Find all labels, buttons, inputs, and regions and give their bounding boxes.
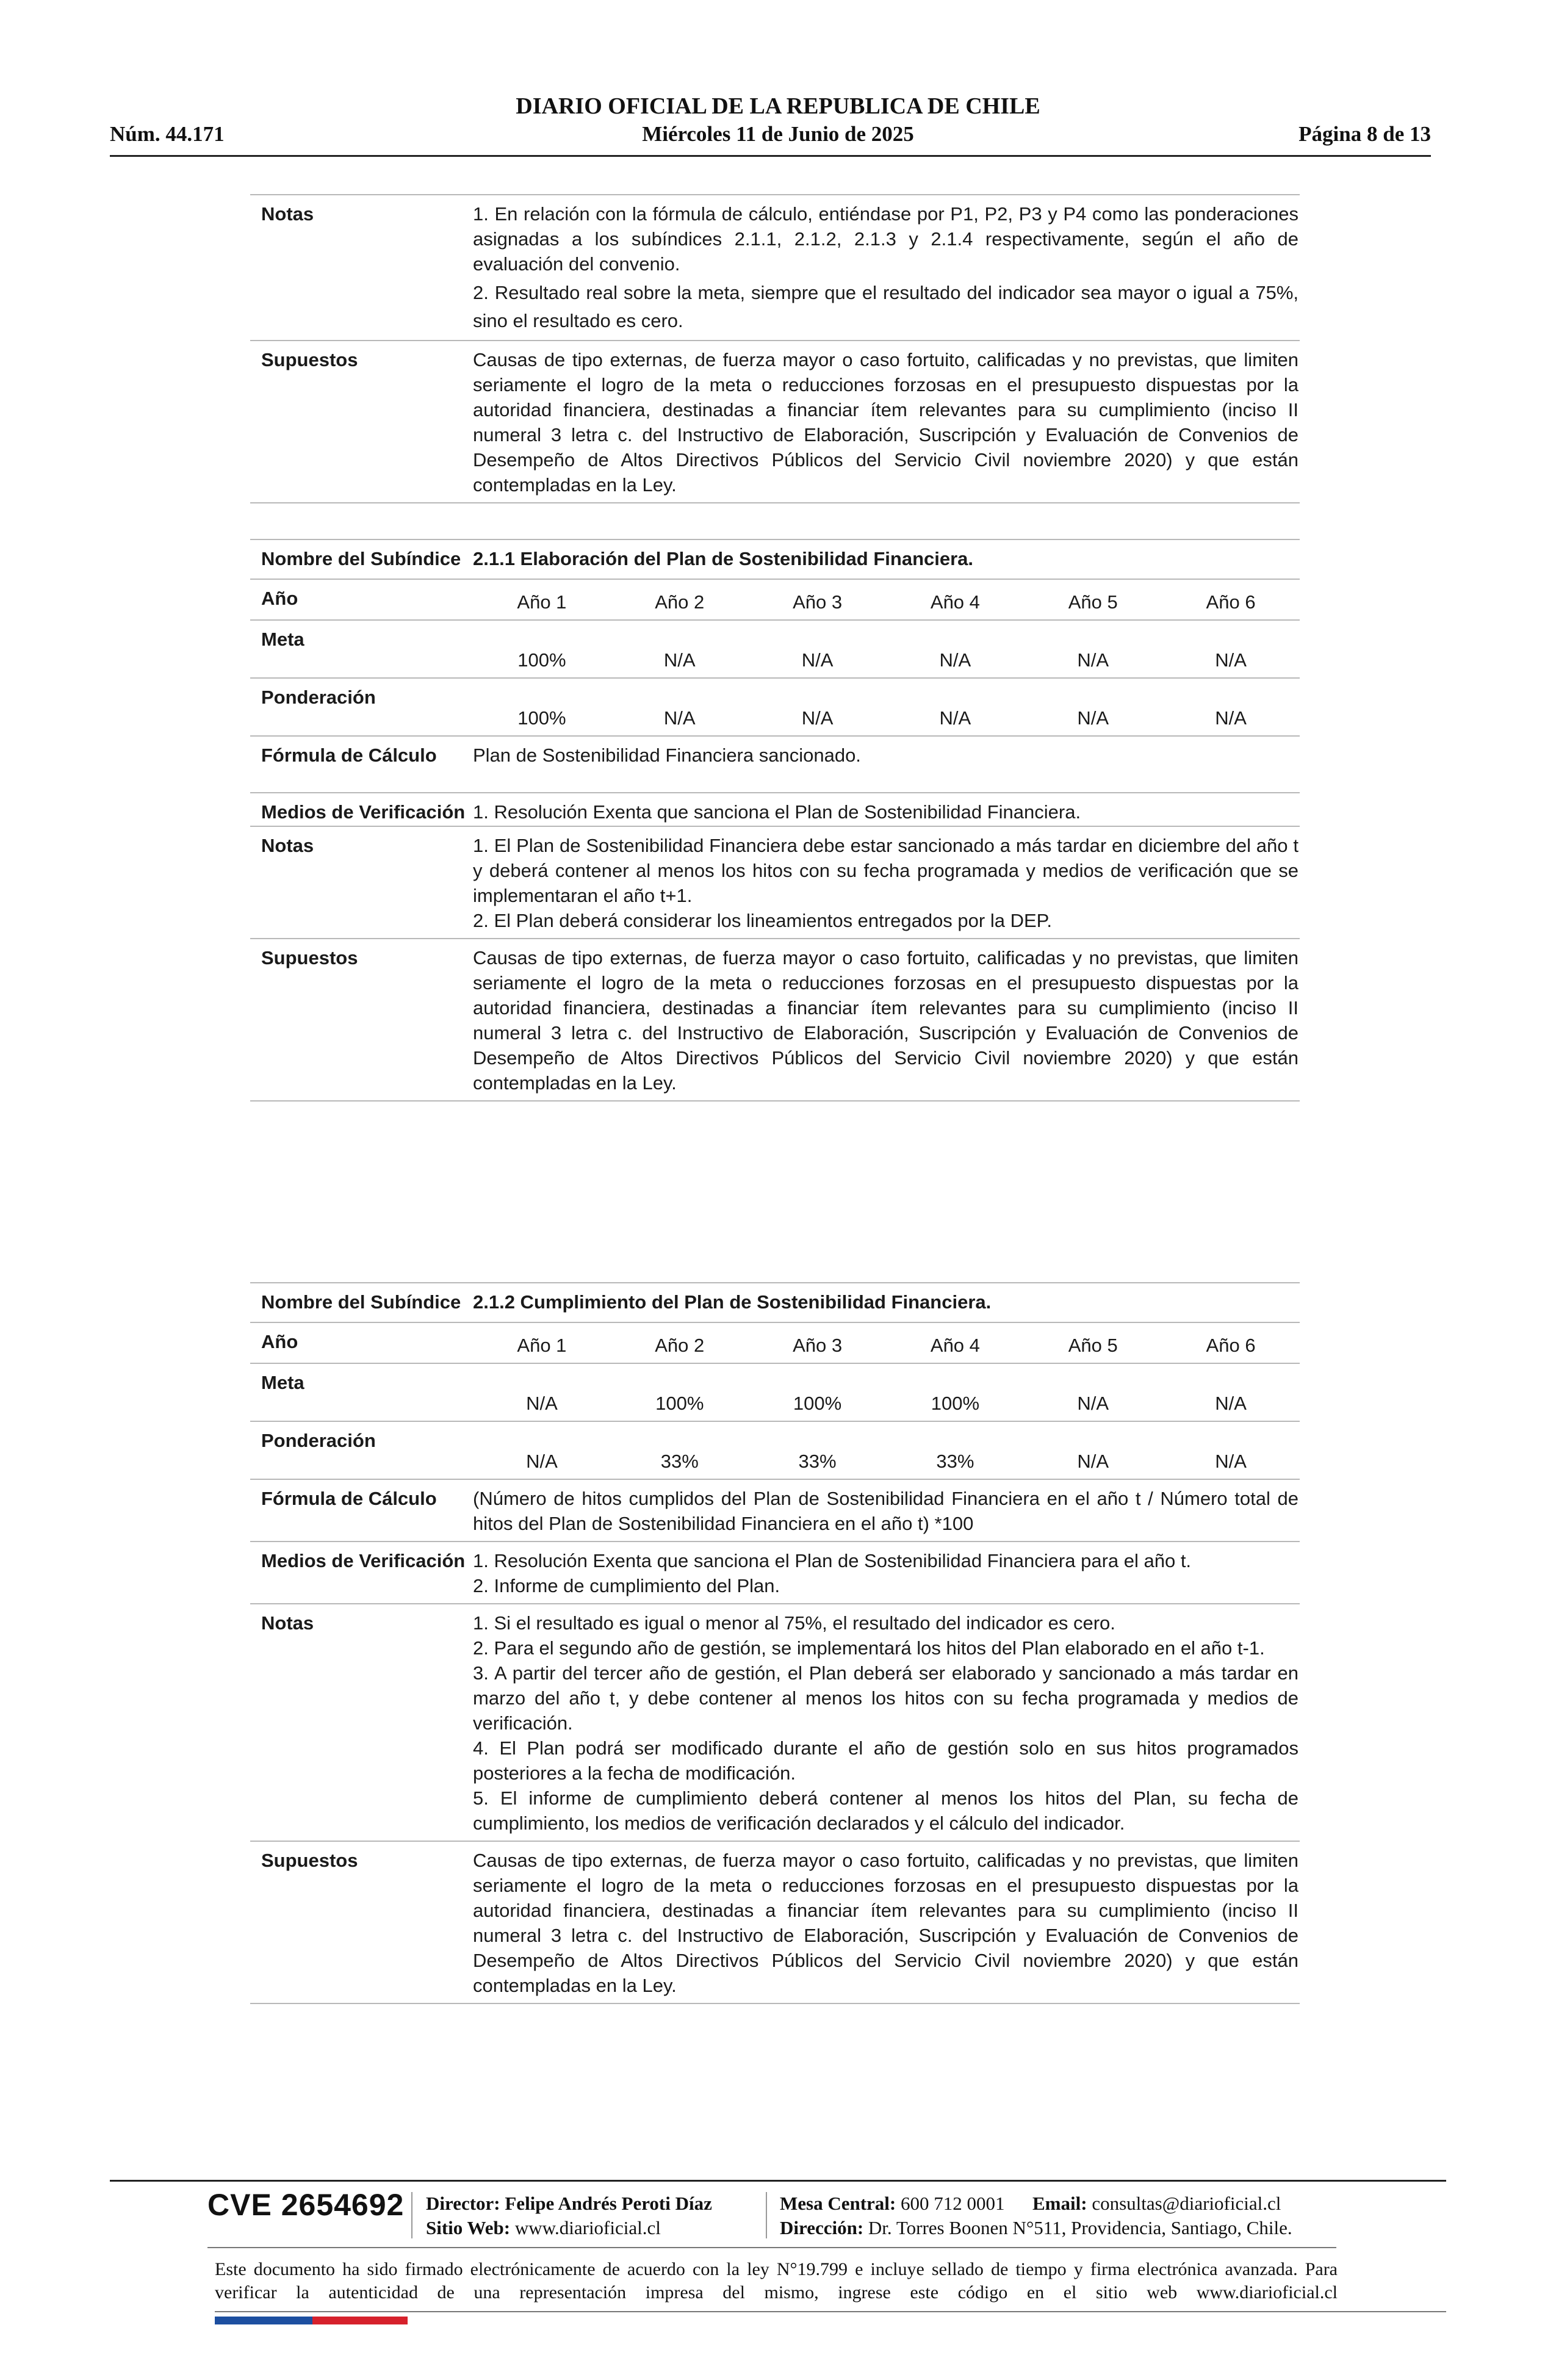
- website-label: Sitio Web:: [426, 2217, 511, 2238]
- medios-row: [250, 793, 1300, 827]
- row-label: Ponderación: [261, 687, 376, 708]
- director-line: [426, 2192, 712, 2215]
- ponderacion-cell: N/A: [1215, 707, 1247, 729]
- meta-cell: 100%: [655, 1393, 704, 1414]
- flag-stripe-blue: [215, 2317, 312, 2324]
- meta-cell: N/A: [801, 649, 834, 671]
- footer-separator: [766, 2192, 767, 2238]
- year-cell: Año 4: [930, 1335, 980, 1356]
- nota-item: 3. A partir del tercer año de gestión, el Plan deberá ser elaborado y sancionado a más tardar en marzo del año t, y debe contener al menos los hitos con su fecha programada y medios de verificación.: [473, 1662, 1298, 1734]
- address-line: [780, 2216, 1292, 2240]
- row-label: Medios de Verificación: [261, 1550, 466, 1571]
- notas-text: [473, 1610, 1300, 1836]
- subindex-name: 2.1.2 Cumplimiento del Plan de Sostenibilidad Financiera.: [473, 1291, 992, 1313]
- ponderacion-row: [250, 1422, 1300, 1480]
- notas-text: [473, 201, 1300, 335]
- row-label: Nombre del Subíndice: [261, 1291, 461, 1313]
- row-label: Año: [261, 1331, 298, 1352]
- row-label: Notas: [261, 203, 314, 225]
- ponderacion-cell: N/A: [801, 707, 834, 729]
- page-number: Página 8 de 13: [1298, 122, 1431, 146]
- email-label: Email:: [1032, 2193, 1087, 2214]
- nota-item: 4. El Plan podrá ser modificado durante el año de gestión solo en sus hitos programados posteriores a la fecha de modificación.: [473, 1737, 1298, 1784]
- notas-row: [250, 827, 1300, 939]
- ponderacion-cell: N/A: [526, 1451, 558, 1472]
- formula-text: Plan de Sostenibilidad Financiera sancionado.: [473, 745, 861, 766]
- medios-text: [473, 1548, 1300, 1598]
- ponderacion-cell: 33%: [798, 1451, 837, 1472]
- nota-item: 1. El Plan de Sostenibilidad Financiera debe estar sancionado a más tardar en diciembre del año t y deberá contener al menos los hitos con su fecha programada y medios de verificación que se implementaran el año t+1.: [473, 835, 1298, 906]
- row-label: Nombre del Subíndice: [261, 548, 461, 569]
- year-headers: [473, 586, 1300, 615]
- ponderacion-cell: 33%: [660, 1451, 699, 1472]
- year-cell: Año 4: [930, 591, 980, 613]
- row-label: Fórmula de Cálculo: [261, 1488, 437, 1509]
- row-label: Fórmula de Cálculo: [261, 745, 437, 766]
- year-cell: Año 1: [517, 591, 567, 613]
- subindex-table-2-1-1: [250, 539, 1300, 1102]
- medio-item: 1. Resolución Exenta que sanciona el Plan de Sostenibilidad Financiera para el año t.: [473, 1550, 1192, 1571]
- row-label: Supuestos: [261, 1850, 358, 1871]
- formula-row: [250, 737, 1300, 793]
- supuestos-text: Causas de tipo externas, de fuerza mayor o caso fortuito, calificadas y no previstas, que limiten seriamente el logro de la meta o reducciones forzosas en el presupuesto dispuestas por la autoridad financiera, destinadas a financiar ítem relevantes para su cumplimiento (inciso II numeral 3 letra c. del Instructivo de Elaboración, Suscripción y Evaluación de Convenios de Desempeño de Altos Directivos Públicos del Servicio Civil noviembre 2020) y que están contempladas en la Ley.: [473, 1850, 1298, 1996]
- year-cell: Año 5: [1068, 1335, 1118, 1356]
- medios-text: [473, 799, 1300, 824]
- nota-item: 1. Si el resultado es igual o menor al 75%, el resultado del indicador es cero.: [473, 1612, 1115, 1634]
- year-cell: Año 2: [655, 591, 705, 613]
- notas-row: [250, 1604, 1300, 1842]
- mesa-label: Mesa Central:: [780, 2193, 896, 2214]
- medio-item: 1. Resolución Exenta que sanciona el Plan de Sostenibilidad Financiera.: [473, 801, 1081, 823]
- medio-item: 2. Informe de cumplimiento del Plan.: [473, 1575, 780, 1596]
- newspaper-title: DIARIO OFICIAL DE LA REPUBLICA DE CHILE: [516, 93, 1040, 119]
- supuestos-row: [250, 1842, 1300, 2004]
- director-name: Felipe Andrés Peroti Díaz: [505, 2193, 712, 2214]
- director-label: Director:: [426, 2193, 500, 2214]
- nota-item: 2. Para el segundo año de gestión, se implementará los hitos del Plan elaborado en el año t-1.: [473, 1637, 1265, 1659]
- meta-cell: 100%: [793, 1393, 842, 1414]
- year-headers: [473, 1329, 1300, 1358]
- meta-cell: N/A: [1215, 1393, 1247, 1414]
- year-cell: Año 3: [793, 1335, 843, 1356]
- notas-row: [250, 194, 1300, 341]
- formula-row: [250, 1480, 1300, 1542]
- supuestos-text: Causas de tipo externas, de fuerza mayor o caso fortuito, calificadas y no previstas, que limiten seriamente el logro de la meta o reducciones forzosas en el presupuesto dispuestas por la autoridad financiera, destinadas a financiar ítem relevantes para su cumplimiento (inciso II numeral 3 letra c. del Instructivo de Elaboración, Suscripción y Evaluación de Convenios de Desempeño de Altos Directivos Públicos del Servicio Civil noviembre 2020) y que están contempladas en la Ley.: [473, 947, 1298, 1094]
- nota-item: 2. Resultado real sobre la meta, siempre que el resultado del indicador sea mayor o igual a 75%, sino el resultado es cero.: [473, 282, 1298, 331]
- meta-cell: N/A: [939, 649, 971, 671]
- meta-row: [250, 1364, 1300, 1422]
- supuestos-text: Causas de tipo externas, de fuerza mayor o caso fortuito, calificadas y no previstas, que limiten seriamente el logro de la meta o reducciones forzosas en el presupuesto dispuestas por la autoridad financiera, destinadas a financiar ítem relevantes para su cumplimiento (inciso II numeral 3 letra c. del Instructivo de Elaboración, Suscripción y Evaluación de Convenios de Desempeño de Altos Directivos Públicos del Servicio Civil noviembre 2020) y que están contempladas en la Ley.: [473, 349, 1298, 496]
- row-label: Supuestos: [261, 947, 358, 968]
- year-cell: Año 5: [1068, 591, 1118, 613]
- meta-cell: N/A: [663, 649, 696, 671]
- footer-separator: [411, 2192, 412, 2238]
- indicator-table-continued: [250, 194, 1300, 503]
- year-cell: Año 1: [517, 1335, 567, 1356]
- ponderacion-values: [473, 685, 1300, 730]
- row-label: Supuestos: [261, 349, 358, 370]
- nota-item: 1. En relación con la fórmula de cálculo, entiéndase por P1, P2, P3 y P4 como las ponderaciones asignadas a los subíndices 2.1.1, 2.1.2, 2.1.3 y 2.1.4 respectivamente, según el año de evaluación del convenio.: [473, 203, 1298, 275]
- meta-values: [473, 1370, 1300, 1416]
- row-label: Meta: [261, 629, 304, 650]
- meta-cell: N/A: [1215, 649, 1247, 671]
- row-label: Notas: [261, 1612, 314, 1634]
- ponderacion-values: [473, 1428, 1300, 1474]
- contact-line: [780, 2192, 1281, 2215]
- header-rule: [110, 155, 1431, 157]
- nota-item: 5. El informe de cumplimiento deberá contener al menos los hitos del Plan, su fecha de cumplimiento, los medios de verificación declarados y el cálculo del indicador.: [473, 1787, 1298, 1834]
- meta-cell: N/A: [1077, 649, 1109, 671]
- notas-text: [473, 833, 1300, 933]
- ponderacion-cell: 33%: [936, 1451, 974, 1472]
- subindex-table-2-1-2: [250, 1282, 1300, 2004]
- nombre-row: [250, 539, 1300, 580]
- ponderacion-cell: N/A: [939, 707, 971, 729]
- ponderacion-cell: N/A: [1077, 1451, 1109, 1472]
- meta-cell: N/A: [1077, 1393, 1109, 1414]
- address-label: Dirección:: [780, 2217, 864, 2238]
- meta-row: [250, 621, 1300, 679]
- nombre-row: [250, 1282, 1300, 1323]
- ponderacion-cell: N/A: [1077, 707, 1109, 729]
- meta-cell: 100%: [931, 1393, 980, 1414]
- website-line: [426, 2216, 661, 2240]
- address-text: Dr. Torres Boonen N°511, Providencia, Santiago, Chile.: [868, 2217, 1292, 2238]
- medios-row: [250, 1542, 1300, 1604]
- cve-code: CVE 2654692: [207, 2188, 405, 2222]
- subindex-name: 2.1.1 Elaboración del Plan de Sostenibilidad Financiera.: [473, 548, 974, 569]
- signature-disclaimer: Este documento ha sido firmado electrónicamente de acuerdo con la ley N°19.799 e incluye sellado de tiempo y firma electrónica avanzada. Para verificar la autenticidad de una representación impresa del mismo, ingrese este código en el sitio web www.diarioficial.cl: [215, 2259, 1338, 2302]
- year-cell: Año 6: [1206, 591, 1256, 613]
- flag-stripe-red: [312, 2317, 408, 2324]
- formula-text: (Número de hitos cumplidos del Plan de Sostenibilidad Financiera en el año t / Número total de hitos del Plan de Sostenibilidad Financiera en el año t) *100: [473, 1488, 1298, 1534]
- row-label: Notas: [261, 835, 314, 856]
- ponderacion-cell: 100%: [517, 707, 566, 729]
- row-label: Año: [261, 588, 298, 609]
- meta-cell: N/A: [526, 1393, 558, 1414]
- row-label: Medios de Verificación: [261, 801, 466, 823]
- ponderacion-cell: N/A: [1215, 1451, 1247, 1472]
- mesa-phone: 600 712 0001: [901, 2193, 1005, 2214]
- website-link[interactable]: www.diarioficial.cl: [514, 2217, 661, 2238]
- ponderacion-cell: N/A: [663, 707, 696, 729]
- issue-number: Núm. 44.171: [110, 122, 225, 146]
- issue-date: Miércoles 11 de Junio de 2025: [642, 122, 914, 146]
- row-label: Ponderación: [261, 1430, 376, 1451]
- year-cell: Año 2: [655, 1335, 705, 1356]
- supuestos-row: [250, 939, 1300, 1102]
- footer-rule: [207, 2247, 1336, 2248]
- supuestos-row: [250, 341, 1300, 503]
- anio-row: [250, 580, 1300, 621]
- year-cell: Año 6: [1206, 1335, 1256, 1356]
- meta-values: [473, 627, 1300, 673]
- row-label: Meta: [261, 1372, 304, 1393]
- year-cell: Año 3: [793, 591, 843, 613]
- ponderacion-row: [250, 679, 1300, 737]
- footer-rule: [215, 2311, 1446, 2312]
- footer-rule: [110, 2180, 1446, 2182]
- nota-item: 2. El Plan deberá considerar los lineamientos entregados por la DEP.: [473, 910, 1052, 931]
- anio-row: [250, 1323, 1300, 1364]
- meta-cell: 100%: [517, 649, 566, 671]
- email-link[interactable]: consultas@diarioficial.cl: [1092, 2193, 1281, 2214]
